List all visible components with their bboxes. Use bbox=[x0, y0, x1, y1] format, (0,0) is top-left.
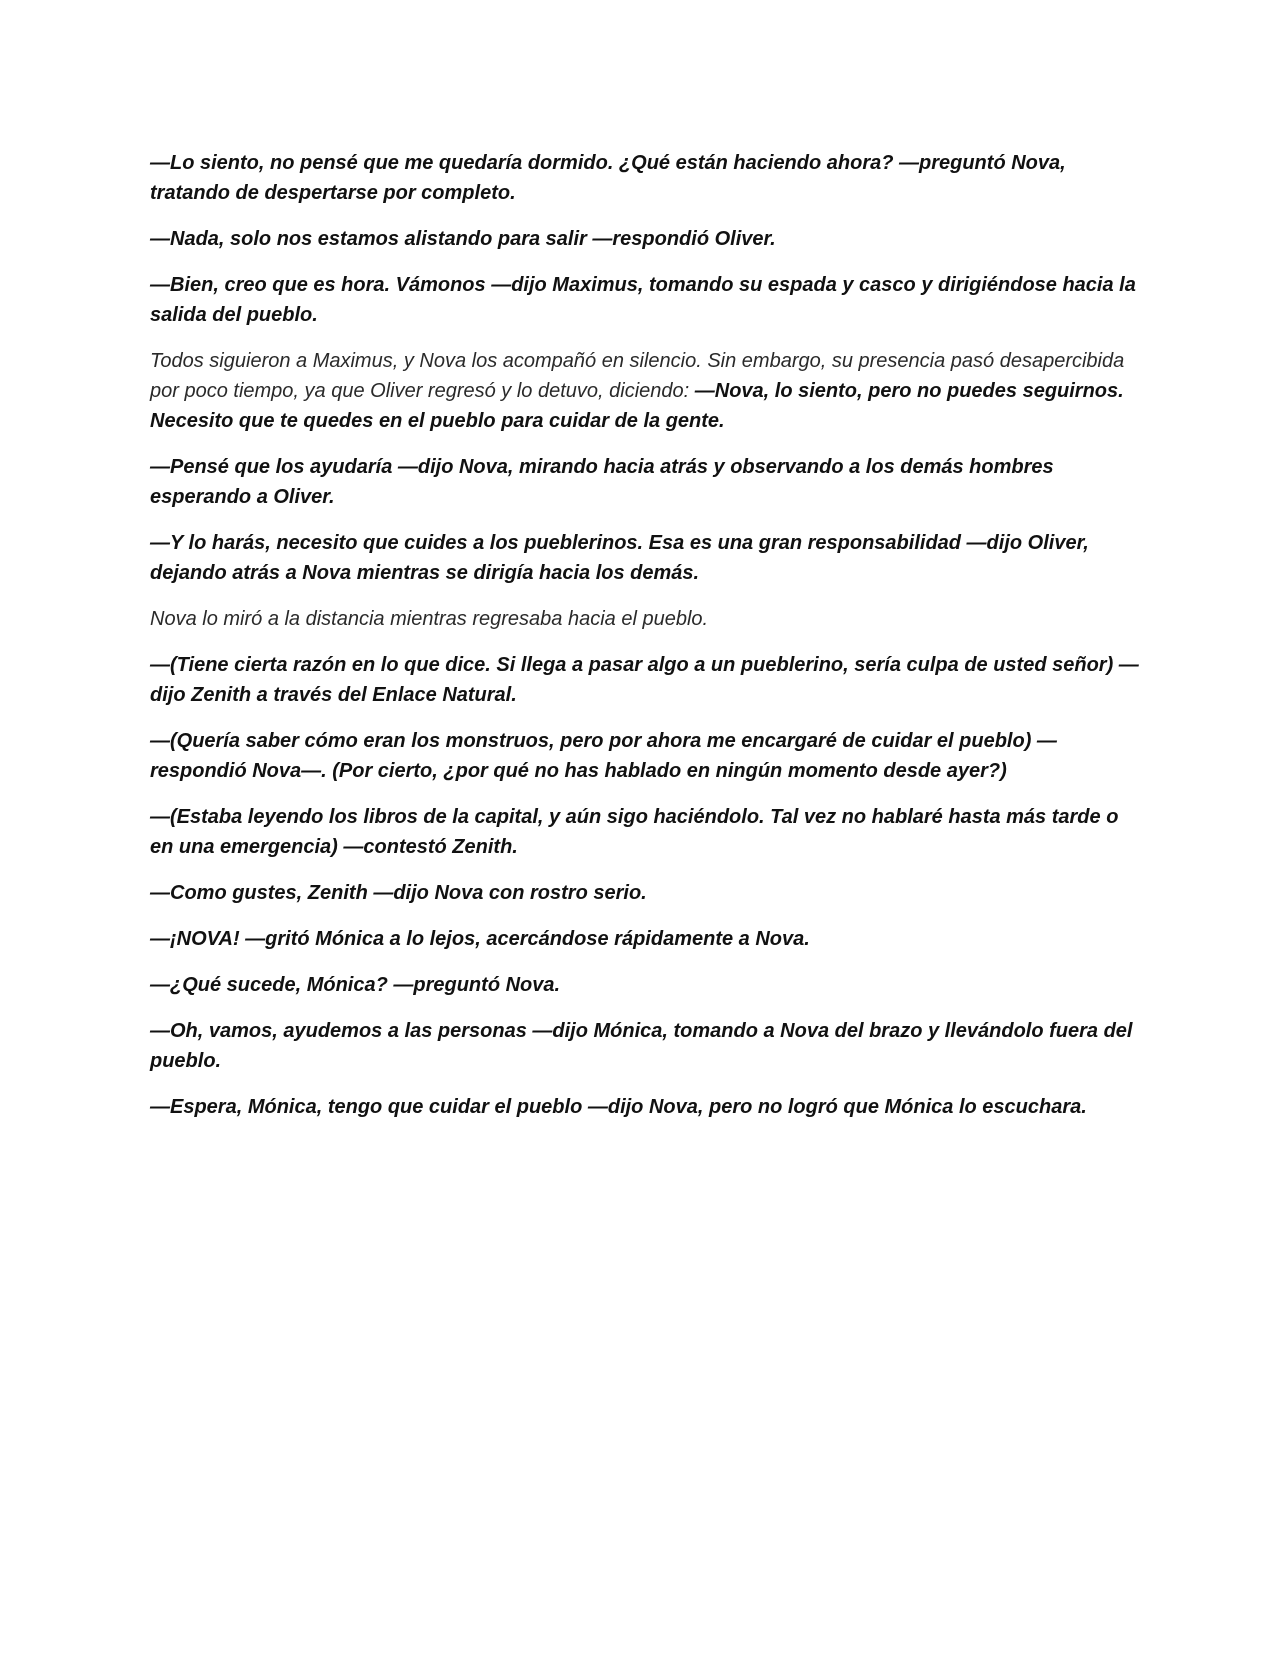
document-body bbox=[150, 148, 1140, 1138]
paragraph-6: —Y lo harás, necesito que cuides a los pueblerinos. Esa es una gran responsabilidad —dijo Oliver, dejando atrás a Nova mientras se dirigía hacia los demás. bbox=[150, 532, 1089, 584]
paragraph-3: —Bien, creo que es hora. Vámonos —dijo Maximus, tomando su espada y casco y dirigiéndose hacia la salida del pueblo. bbox=[150, 274, 1136, 326]
paragraph-11: —Como gustes, Zenith —dijo Nova con rostro serio. bbox=[150, 882, 647, 904]
paragraph-13: —¿Qué sucede, Mónica? —preguntó Nova. bbox=[150, 974, 561, 996]
paragraph-12: —¡NOVA! —gritó Mónica a lo lejos, acercándose rápidamente a Nova. bbox=[150, 928, 810, 950]
paragraph-10: —(Estaba leyendo los libros de la capital, y aún sigo haciéndolo. Tal vez no hablaré hasta más tarde o en una emergencia) —contestó Zenith. bbox=[150, 806, 1119, 858]
paragraph-4-dialogue: —Nova, lo siento, pero no puedes seguirnos. Necesito que te quedes en el pueblo para cuidar de la gente. bbox=[150, 380, 1124, 432]
paragraph-8: —(Tiene cierta razón en lo que dice. Si llega a pasar algo a un pueblerino, sería culpa de usted señor) —dijo Zenith a través del Enlace Natural. bbox=[150, 654, 1139, 706]
paragraph-1: —Lo siento, no pensé que me quedaría dormido. ¿Qué están haciendo ahora? —preguntó Nova, tratando de despertarse por completo. bbox=[150, 152, 1066, 204]
paragraph-4-narration: Todos siguieron a Maximus, y Nova los acompañó en silencio. Sin embargo, su presencia pasó desapercibida por poco tiempo, ya que Oliver regresó y lo detuvo, diciendo: bbox=[150, 350, 1125, 402]
paragraph-9: —(Quería saber cómo eran los monstruos, pero por ahora me encargaré de cuidar el pueblo) —respondió Nova—. (Por cierto, ¿por qué no has hablado en ningún momento desde ayer?) bbox=[150, 730, 1057, 782]
paragraph-15: —Espera, Mónica, tengo que cuidar el pueblo —dijo Nova, pero no logró que Mónica lo escuchara. bbox=[150, 1096, 1087, 1118]
paragraph-14: —Oh, vamos, ayudemos a las personas —dijo Mónica, tomando a Nova del brazo y llevándolo fuera del pueblo. bbox=[150, 1020, 1133, 1072]
paragraph-7: Nova lo miró a la distancia mientras regresaba hacia el pueblo. bbox=[150, 608, 709, 630]
paragraph-2: —Nada, solo nos estamos alistando para salir —respondió Oliver. bbox=[150, 228, 776, 250]
paragraph-4 bbox=[150, 346, 1140, 436]
paragraph-5: —Pensé que los ayudaría —dijo Nova, mirando hacia atrás y observando a los demás hombres esperando a Oliver. bbox=[150, 456, 1054, 508]
